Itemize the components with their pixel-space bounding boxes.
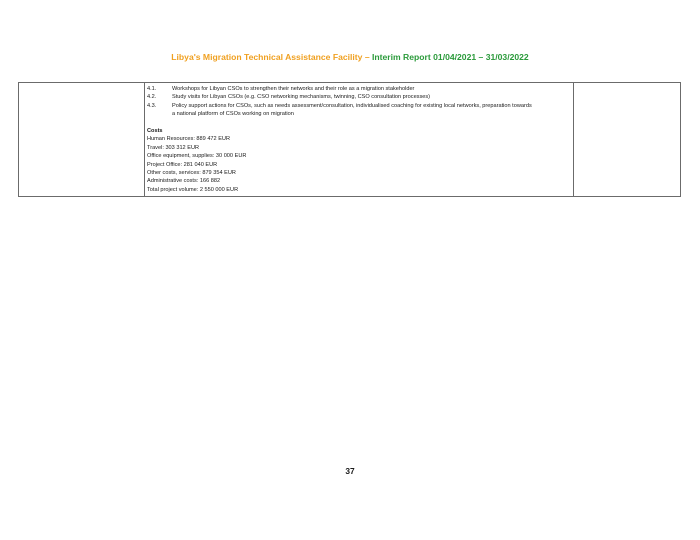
table-column-divider-left xyxy=(144,83,145,196)
cost-line-travel: Travel: 303 312 EUR xyxy=(147,144,200,151)
cost-line-office-equipment: Office equipment, supplies: 30 000 EUR xyxy=(147,153,247,160)
activity-text: Workshops for Libyan CSOs to strengthen their networks and their role as a migration stakeholder xyxy=(172,86,415,92)
cost-line-project-office: Project Office: 281 040 EUR xyxy=(147,161,218,168)
activity-item xyxy=(147,85,567,93)
header-separator: – xyxy=(362,52,373,62)
header-report-period: Interim Report 01/04/2021 – 31/03/2022 xyxy=(372,52,529,62)
activity-text: Policy support actions for CSOs, such as needs assessment/consultation, individualised coaching for existing local networks, preparation towards xyxy=(172,102,532,109)
activity-number: 4.3. xyxy=(147,102,157,109)
activity-number: 4.2. xyxy=(147,94,157,101)
page-header xyxy=(0,52,700,62)
cost-line-administrative: Administrative costs: 166 882 xyxy=(147,178,221,185)
header-facility-name: Libya's Migration Technical Assistance Facility xyxy=(171,52,363,62)
activity-item xyxy=(147,102,567,110)
activity-text: Study visits for Libyan CSOs (e.g. CSO networking mechanisms, twinning, CSO consultation processes) xyxy=(172,94,431,101)
activity-text-continuation: a national platform of CSOs working on migration xyxy=(172,111,294,118)
cost-line-total: Total project volume: 2 550 000 EUR xyxy=(147,186,239,193)
activity-item xyxy=(147,93,567,101)
page-number: 37 xyxy=(345,466,355,476)
cost-line-human-resources: Human Resources: 889 472 EUR xyxy=(147,136,231,143)
activity-number: 4.1. xyxy=(147,86,157,92)
activities-cell xyxy=(147,85,567,194)
cost-line-other-costs: Other costs, services: 879 354 EUR xyxy=(147,170,236,177)
activities-table xyxy=(18,82,681,197)
costs-heading: Costs xyxy=(147,128,163,135)
table-column-divider-right xyxy=(573,83,574,196)
